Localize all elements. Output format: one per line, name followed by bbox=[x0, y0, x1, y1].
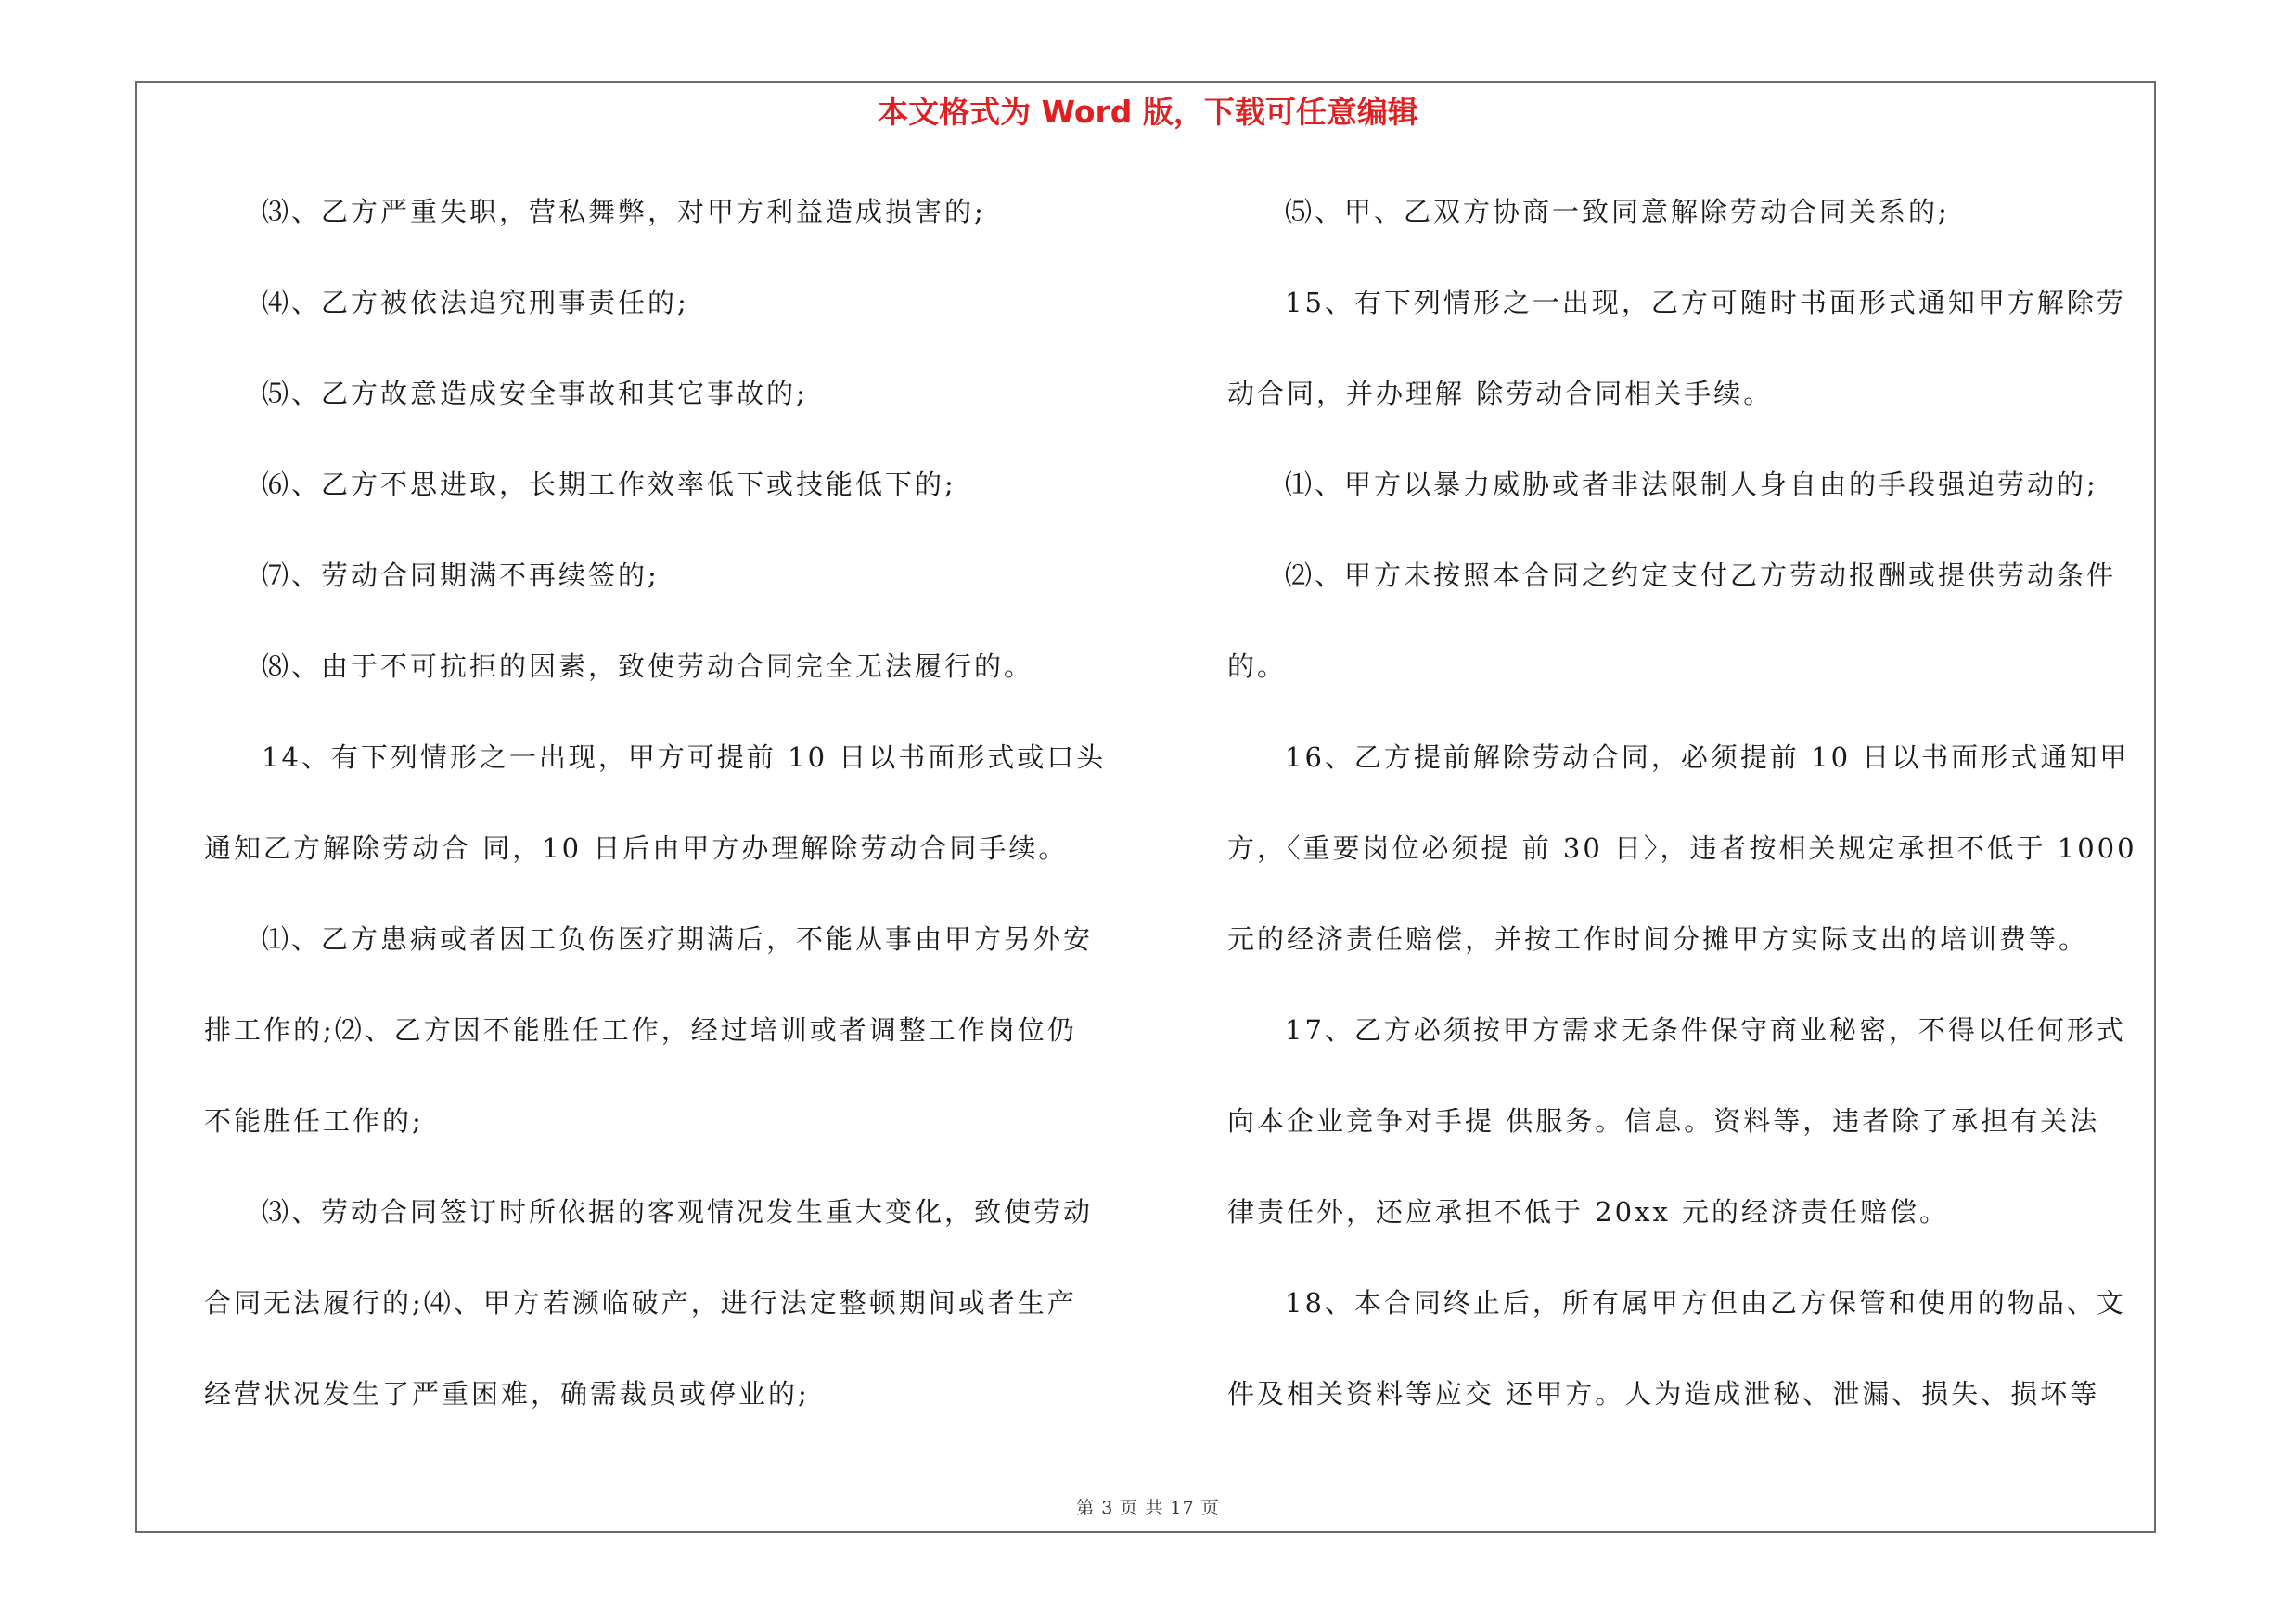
text-line: 律责任外，还应承担不低于 20xx 元的经济责任赔偿。 bbox=[1227, 1196, 1950, 1228]
text-line: ⑻、由于不可抗拒的因素，致使劳动合同完全无法履行的。 bbox=[262, 650, 1034, 682]
text-line: 18、本合同终止后，所有属甲方但由乙方保管和使用的物品、文 bbox=[1285, 1287, 2126, 1319]
text-line: ⑸、乙方故意造成安全事故和其它事故的; bbox=[262, 378, 808, 409]
text-line: 向本企业竞争对手提 供服务。信息。资料等，违者除了承担有关法 bbox=[1227, 1105, 2100, 1137]
text-line: 不能胜任工作的; bbox=[204, 1105, 424, 1137]
text-line: ⑷、乙方被依法追究刑事责任的; bbox=[262, 287, 689, 318]
text-line: ⑶、乙方严重失职，营私舞弊，对甲方利益造成损害的; bbox=[262, 196, 986, 227]
text-line: 合同无法履行的;⑷、甲方若濒临破产，进行法定整顿期间或者生产 bbox=[204, 1287, 1077, 1319]
text-line: 经营状况发生了严重困难，确需裁员或停业的; bbox=[204, 1378, 810, 1410]
text-line: 排工作的;⑵、乙方因不能胜任工作，经过培训或者调整工作岗位仍 bbox=[204, 1014, 1077, 1046]
text-line: ⑸、甲、乙双方协商一致同意解除劳动合同关系的; bbox=[1285, 196, 1950, 227]
text-line: 方，〈重要岗位必须提 前 30 日〉，违者按相关规定承担不低于 1000 bbox=[1227, 832, 2137, 864]
text-line: 14、有下列情形之一出现，甲方可提前 10 日以书面形式或口头 bbox=[262, 741, 1107, 773]
text-line: ⑴、甲方以暴力威胁或者非法限制人身自由的手段强迫劳动的; bbox=[1285, 469, 2098, 500]
right-column bbox=[1227, 166, 2146, 1439]
left-column bbox=[204, 166, 1132, 1439]
text-line: 15、有下列情形之一出现，乙方可随时书面形式通知甲方解除劳 bbox=[1285, 287, 2126, 318]
text-line: ⑴、乙方患病或者因工负伤医疗期满后，不能从事由甲方另外安 bbox=[262, 923, 1094, 955]
text-line: 件及相关资料等应交 还甲方。人为造成泄秘、泄漏、损失、损坏等 bbox=[1227, 1378, 2100, 1410]
text-line: ⑶、劳动合同签订时所依据的客观情况发生重大变化，致使劳动 bbox=[262, 1196, 1094, 1228]
text-line: 动合同，并办理解 除劳动合同相关手续。 bbox=[1227, 378, 1774, 409]
text-line: 元的经济责任赔偿，并按工作时间分摊甲方实际支出的培训费等。 bbox=[1227, 923, 2089, 955]
document-banner: 本文格式为 Word 版，下载可任意编辑 bbox=[878, 94, 1418, 130]
text-line: 17、乙方必须按甲方需求无条件保守商业秘密，不得以任何形式 bbox=[1285, 1014, 2126, 1046]
text-line: ⑵、甲方未按照本合同之约定支付乙方劳动报酬或提供劳动条件 bbox=[1285, 560, 2117, 591]
text-line: 的。 bbox=[1227, 650, 1288, 682]
text-line: 通知乙方解除劳动合 同，10 日后由甲方办理解除劳动合同手续。 bbox=[204, 832, 1069, 864]
text-line: ⑺、劳动合同期满不再续签的; bbox=[262, 560, 660, 591]
text-line: ⑹、乙方不思进取，长期工作效率低下或技能低下的; bbox=[262, 469, 956, 500]
text-line: 16、乙方提前解除劳动合同，必须提前 10 日以书面形式通知甲 bbox=[1285, 741, 2130, 773]
page-number: 第 3 页 共 17 页 bbox=[1076, 1498, 1220, 1518]
